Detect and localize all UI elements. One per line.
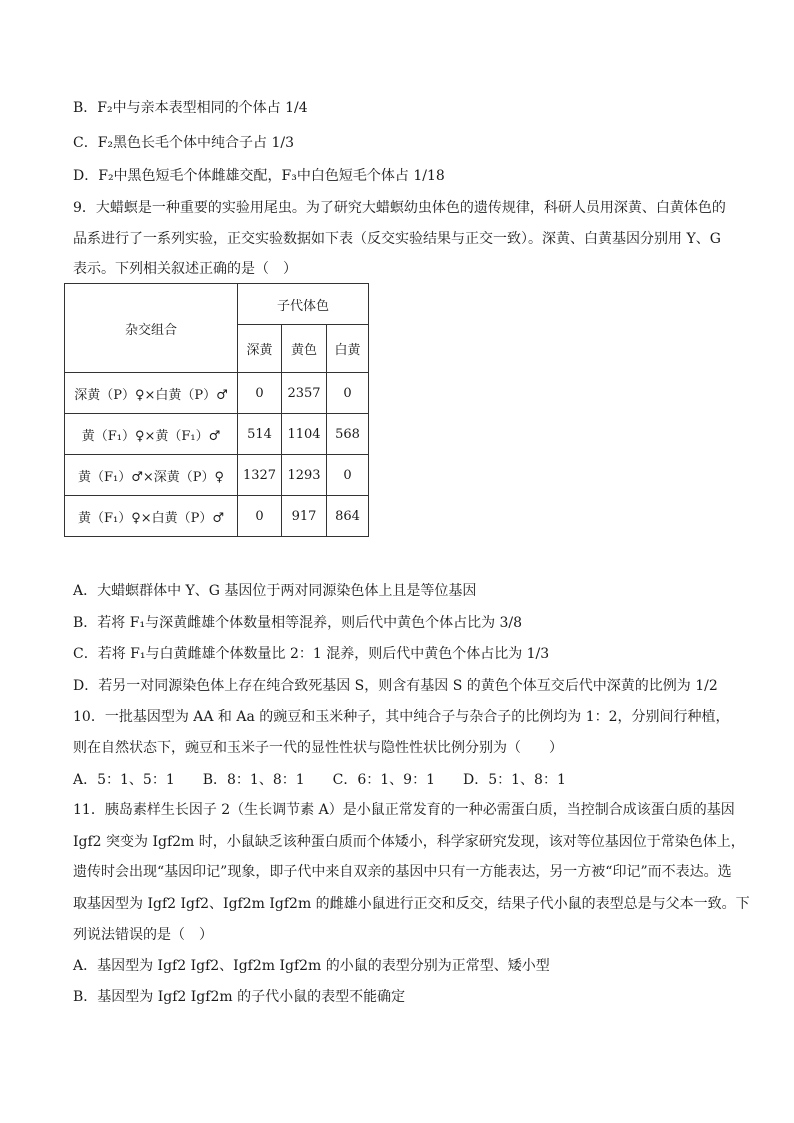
- table-cell: 1293: [282, 455, 327, 496]
- table-col-header: 白黄: [327, 325, 369, 373]
- table-col-header: 黄色: [282, 325, 327, 373]
- question-11-line-3: 遗传时会出现“基因印记”现象，即子代中来自双亲的基因中只有一方能表达，另一方被“印记”而不表达。选: [73, 864, 732, 880]
- table-cell: 568: [327, 414, 369, 455]
- option-b-q11: B．基因型为 Igf2 Igf2m 的子代小鼠的表型不能确定: [73, 989, 406, 1005]
- table-row: [65, 496, 369, 537]
- table-cell: 0: [327, 455, 369, 496]
- question-9-line-2: 品系进行了一系列实验，正交实验数据如下表（反交实验结果与正交一致）。深黄、白黄基因分别用 Y、G: [73, 231, 721, 247]
- option-a-q11: A．基因型为 Igf2 Igf2、Igf2m Igf2m 的小鼠的表型分别为正常型、矮小型: [73, 958, 550, 974]
- data-table: [64, 283, 369, 537]
- question-9-line-3: 表示。下列相关叙述正确的是（ ）: [73, 261, 297, 277]
- table-row-label: 黄（F₁）♀×白黄（P）♂: [65, 496, 238, 537]
- question-10-line-1: 10．一批基因型为 AA 和 Aa 的豌豆和玉米种子，其中纯合子与杂合子的比例均为 1：2，分别间行种植，: [73, 709, 730, 725]
- table-cell: 864: [327, 496, 369, 537]
- question-11-line-2: Igf2 突变为 Igf2m 时，小鼠缺乏该种蛋白质而个体矮小，科学家研究发现，该对等位基因位于常染色体上，: [73, 834, 745, 850]
- question-10-line-2: 则在自然状态下，豌豆和玉米子一代的显性性状与隐性性状比例分别为（ ）: [73, 740, 563, 756]
- table-cell: 917: [282, 496, 327, 537]
- question-11-line-4: 取基因型为 Igf2 Igf2、Igf2m Igf2m 的雌雄小鼠进行正交和反交，结果子代小鼠的表型总是与父本一致。下: [73, 896, 750, 912]
- table-row-label: 深黄（P）♀×白黄（P）♂: [65, 373, 238, 414]
- table-cell: 0: [327, 373, 369, 414]
- option-d-q9: D．若另一对同源染色体上存在纯合致死基因 S，则含有基因 S 的黄色个体互交后代中深黄的比例为 1/2: [73, 678, 718, 694]
- table-cell: 0: [238, 373, 282, 414]
- option-b-q8: B．F₂中与亲本表型相同的个体占 1/4: [73, 100, 308, 116]
- option-c-q8: C．F₂黑色长毛个体中纯合子占 1/3: [73, 135, 295, 151]
- table-row-label: 黄（F₁）♀×黄（F₁）♂: [65, 414, 238, 455]
- option-b-q9: B．若将 F₁与深黄雌雄个体数量相等混养，则后代中黄色个体占比为 3/8: [73, 615, 523, 631]
- table-row: [65, 414, 369, 455]
- table-row: [65, 455, 369, 496]
- table-cell: 2357: [282, 373, 327, 414]
- question-11-line-5: 列说法错误的是（ ）: [73, 927, 213, 943]
- table-cell: 514: [238, 414, 282, 455]
- option-d-q8: D．F₂中黑色短毛个体雌雄交配，F₃中白色短毛个体占 1/18: [73, 168, 445, 184]
- option-a-q9: A．大蜡螟群体中 Y、G 基因位于两对同源染色体上且是等位基因: [73, 583, 477, 599]
- table-cell: 1104: [282, 414, 327, 455]
- table-corner-header: 杂交组合: [65, 284, 238, 373]
- table-cell: 1327: [238, 455, 282, 496]
- table-cell: 0: [238, 496, 282, 537]
- option-c-q9: C．若将 F₁与白黄雌雄个体数量比 2：1 混养，则后代中黄色个体占比为 1/3: [73, 646, 550, 662]
- question-9-line-1: 9．大蜡螟是一种重要的实验用尾虫。为了研究大蜡螟幼虫体色的遗传规律，科研人员用深黄、白黄体色的: [73, 200, 726, 216]
- question-11-line-1: 11．胰岛素样生长因子 2（生长调节素 A）是小鼠正常发育的一种必需蛋白质，当控制合成该蛋白质的基因: [73, 802, 735, 818]
- question-10-options: A．5：1、5：1 B．8：1、8：1 C．6：1、9：1 D．5：1、8：1: [73, 772, 566, 788]
- table-row-label: 黄（F₁）♂×深黄（P）♀: [65, 455, 238, 496]
- table-col-header: 深黄: [238, 325, 282, 373]
- table-row: [65, 373, 369, 414]
- table-group-header: 子代体色: [238, 284, 369, 325]
